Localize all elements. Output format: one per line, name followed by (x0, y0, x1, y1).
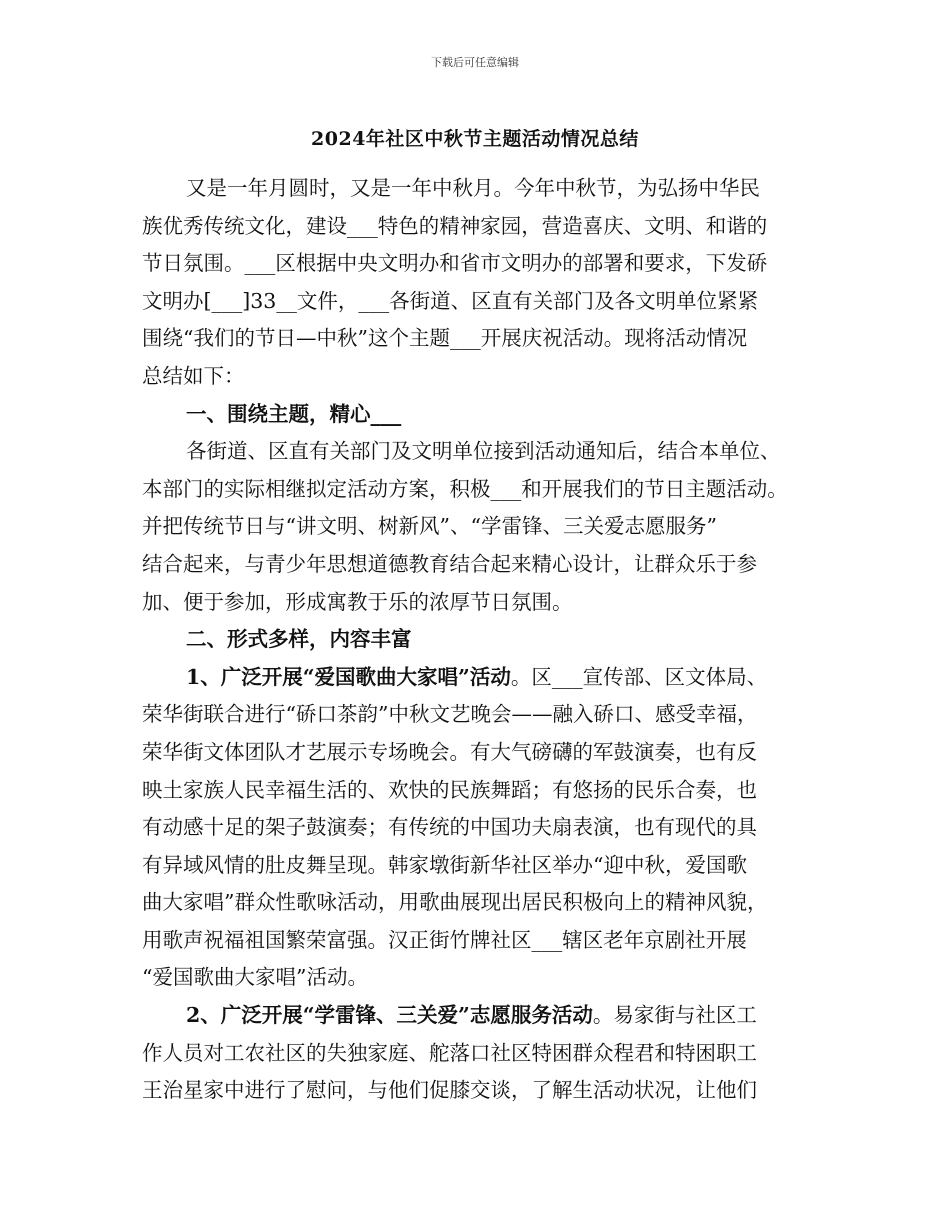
text-line (142, 621, 810, 659)
line-text: 荣华街文体团队才艺展示专场晚会。有大气磅礴的军鼓演奏，也有反 (142, 739, 757, 764)
section-lead: 1、广泛开展“爱国歌曲大家唱”活动 (186, 664, 511, 689)
text-line (142, 358, 810, 396)
line-text: 总结如下： (142, 363, 245, 388)
line-text: 族优秀传统文化，建设___特色的精神家园，营造喜庆、文明、和谐的 (142, 213, 768, 238)
line-text: 王治星家中进行了慰问，与他们促膝交谈，了解生活动状况，让他们 (142, 1078, 757, 1103)
document-body (142, 170, 810, 1110)
text-line (142, 959, 810, 997)
text-line (142, 208, 810, 246)
line-text: 有动感十足的架子鼓演奏；有传统的中国功夫扇表演，也有现代的具 (142, 815, 757, 840)
text-line (142, 696, 810, 734)
line-text: 又是一年月圆时，又是一年中秋月。今年中秋节，为弘扬中华民 (186, 176, 760, 200)
text-line (142, 508, 810, 546)
line-text: 用歌声祝福祖国繁荣富强。汉正街竹牌社区___辖区老年京剧社开展 (142, 927, 747, 952)
text-line (142, 245, 810, 283)
line-text: 一、围绕主题，精心___ (186, 401, 402, 426)
text-line (142, 320, 810, 358)
section-lead: 2、广泛开展“学雷锋、三关爱”志愿服务活动 (186, 1003, 593, 1028)
text-line (142, 772, 810, 810)
line-text: 曲大家唱”群众性歌咏活动，用歌曲展现出居民积极向上的精神风貌， (142, 890, 768, 915)
text-line (142, 884, 810, 922)
text-line (142, 170, 810, 208)
line-text: 映土家族人民幸福生活的、欢快的民族舞蹈；有悠扬的民乐合奏，也 (142, 777, 757, 802)
line-text: 节日氛围。___区根据中央文明办和省市文明办的部署和要求，下发硚 (142, 251, 768, 276)
line-text: 二、形式多样，内容丰富 (186, 627, 412, 652)
line-text: 各街道、区直有关部门及文明单位接到活动通知后，结合本单位、 (186, 439, 781, 464)
line-text: 文明办[___]33__文件，___各街道、区直有关部门及各文明单位紧紧 (142, 288, 759, 313)
line-text: 围绕“我们的节日—中秋”这个主题___开展庆祝活动。现将活动情况 (142, 326, 748, 351)
line-text: 作人员对工农社区的失独家庭、舵落口社区特困群众程君和特困职工 (142, 1040, 757, 1065)
header-note: 下载后可任意编辑 (431, 56, 519, 69)
text-line (142, 1072, 810, 1110)
text-line (142, 809, 810, 847)
text-line (142, 847, 810, 885)
line-text: 有异域风情的肚皮舞呈现。韩家墩街新华社区举办“迎中秋，爱国歌 (142, 852, 747, 877)
line-text: 。区___宣传部、区文体局、 (510, 664, 768, 689)
text-line (142, 584, 810, 622)
text-line (142, 283, 810, 321)
text-line (142, 659, 810, 697)
text-line (142, 734, 810, 772)
text-line (142, 1035, 810, 1073)
document-title: 2024年社区中秋节主题活动情况总结 (311, 128, 639, 150)
line-text: 并把传统节日与“讲文明、树新风”、“学雷锋、三关爱志愿服务” (142, 514, 717, 539)
line-text: 荣华街联合进行“硚口茶韵”中秋文艺晚会——融入硚口、感受幸福， (142, 702, 758, 727)
line-text: 。易家街与社区工 (592, 1003, 757, 1028)
line-text: 本部门的实际相继拟定活动方案，积极___和开展我们的节日主题活动。 (142, 476, 788, 501)
text-line (142, 471, 810, 509)
text-line (142, 546, 810, 584)
text-line (142, 922, 810, 960)
text-line (142, 396, 810, 434)
text-line (142, 997, 810, 1035)
line-text: 加、便于参加，形成寓教于乐的浓厚节日氛围。 (142, 589, 573, 614)
text-line (142, 433, 810, 471)
line-text: 结合起来，与青少年思想道德教育结合起来精心设计，让群众乐于参 (142, 551, 757, 576)
line-text: “爱国歌曲大家唱”活动。 (142, 965, 368, 990)
